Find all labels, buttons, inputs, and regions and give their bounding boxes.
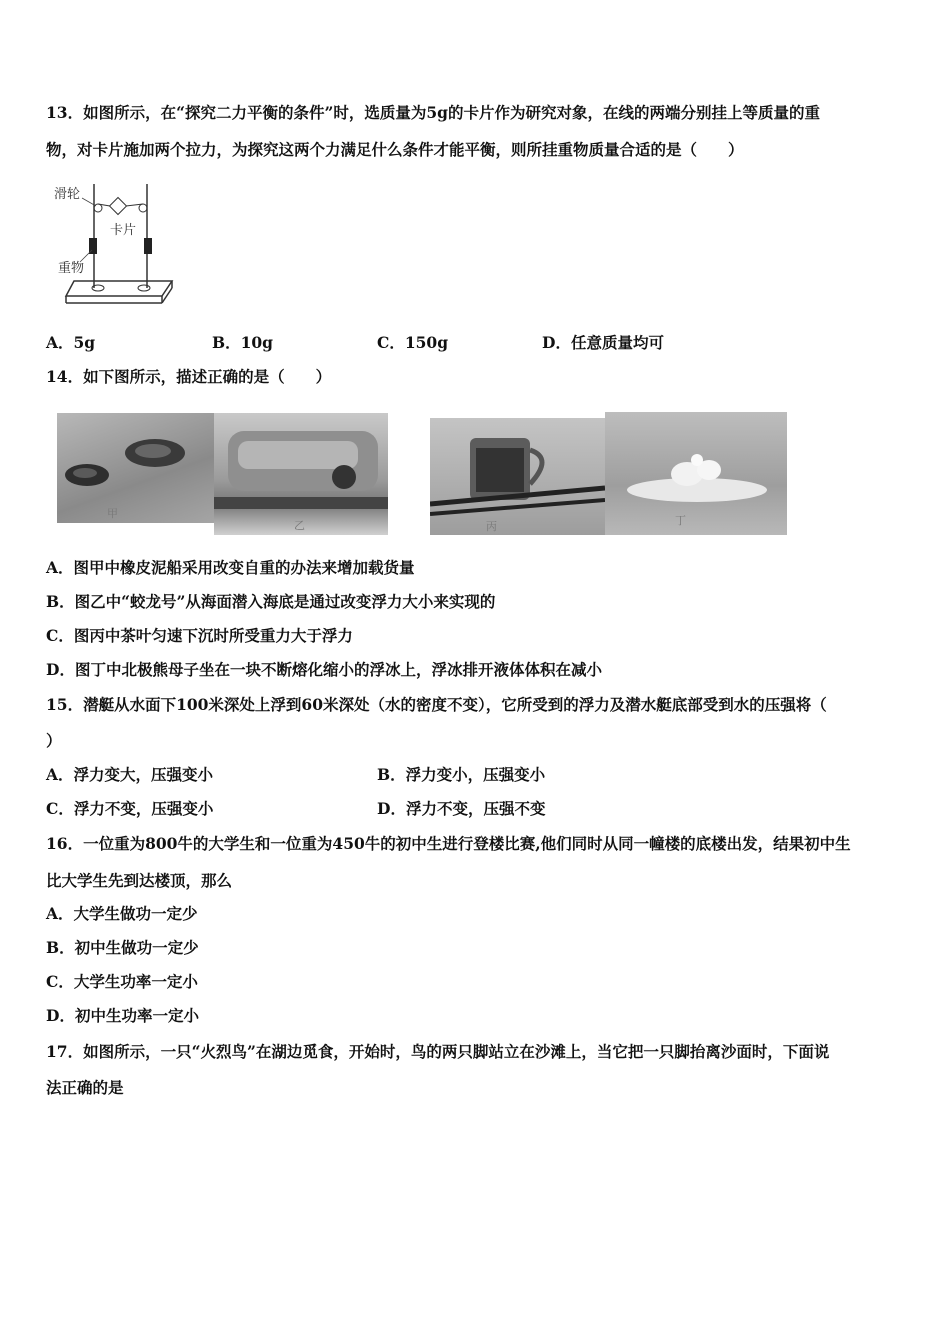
q17-stem-line1: 17．如图所示，一只“火烈鸟”在湖边觅食，开始时，鸟的两只脚站立在沙滩上，当它把一只脚抬离沙面时，下面说	[46, 1042, 830, 1061]
q16-option-c: C．大学生功率一定小	[46, 972, 198, 991]
q13-stem-line2: 物，对卡片施加两个拉力，为探究这两个力满足什么条件才能平衡，则所挂重物质量合适的是（ ）	[46, 140, 744, 159]
q13-option-a: A．5g	[46, 333, 96, 352]
q17-stem-line2: 法正确的是	[46, 1078, 124, 1097]
q15-option-c: C．浮力不变，压强变小	[46, 799, 214, 818]
q16-option-d: D．初中生功率一定小	[46, 1006, 199, 1025]
caption-jia: 甲	[107, 507, 118, 520]
q15-stem-line2: ）	[46, 731, 62, 750]
q14-stem: 14．如下图所示，描述正确的是（ ）	[46, 367, 332, 386]
fig-label-pulley: 滑轮	[54, 187, 81, 202]
caption-ding: 丁	[675, 514, 686, 527]
q16-stem-line2: 比大学生先到达楼顶，那么	[46, 871, 233, 890]
q14-option-c: C．图丙中茶叶匀速下沉时所受重力大于浮力	[46, 626, 353, 645]
q14-option-b: B．图乙中“蛟龙号”从海面潜入海底是通过改变浮力大小来实现的	[46, 592, 496, 611]
q14-photo-yi	[214, 413, 388, 535]
caption-bing: 丙	[486, 520, 497, 533]
q13-option-c: C．150g	[377, 333, 449, 352]
fig-label-weight: 重物	[58, 261, 85, 276]
q14-photo-bing	[430, 418, 605, 535]
q16-option-a: A．大学生做功一定少	[46, 904, 198, 923]
q14-photo-ding	[605, 412, 787, 535]
q15-stem-line1: 15．潜艇从水面下100米深处上浮到60米深处（水的密度不变），它所受到的浮力及潜水艇底部受到水的压强将（	[46, 695, 827, 714]
q13-option-b: B．10g	[212, 333, 274, 352]
q14-option-a: A．图甲中橡皮泥船采用改变自重的办法来增加载货量	[46, 558, 415, 577]
q16-stem-line1: 16．一位重为800牛的大学生和一位重为450牛的初中生进行登楼比赛,他们同时从同一幢楼的底楼出发，结果初中生	[46, 834, 851, 853]
q14-photo-jia	[57, 413, 214, 523]
q15-option-d: D．浮力不变，压强不变	[377, 799, 546, 818]
q13-stem-line1: 13．如图所示，在“探究二力平衡的条件”时，选质量为5g的卡片作为研究对象，在线的两端分别挂上等质量的重	[46, 103, 821, 122]
q13-option-d: D．任意质量均可	[542, 333, 664, 352]
q13-apparatus-figure	[52, 176, 182, 311]
caption-yi: 乙	[294, 519, 305, 532]
q15-option-a: A．浮力变大，压强变小	[46, 765, 214, 784]
fig-label-card: 卡片	[110, 223, 137, 238]
q15-option-b: B．浮力变小，压强变小	[377, 765, 546, 784]
q14-option-d: D．图丁中北极熊母子坐在一块不断熔化缩小的浮冰上，浮冰排开液体体积在减小	[46, 660, 602, 679]
q16-option-b: B．初中生做功一定少	[46, 938, 199, 957]
